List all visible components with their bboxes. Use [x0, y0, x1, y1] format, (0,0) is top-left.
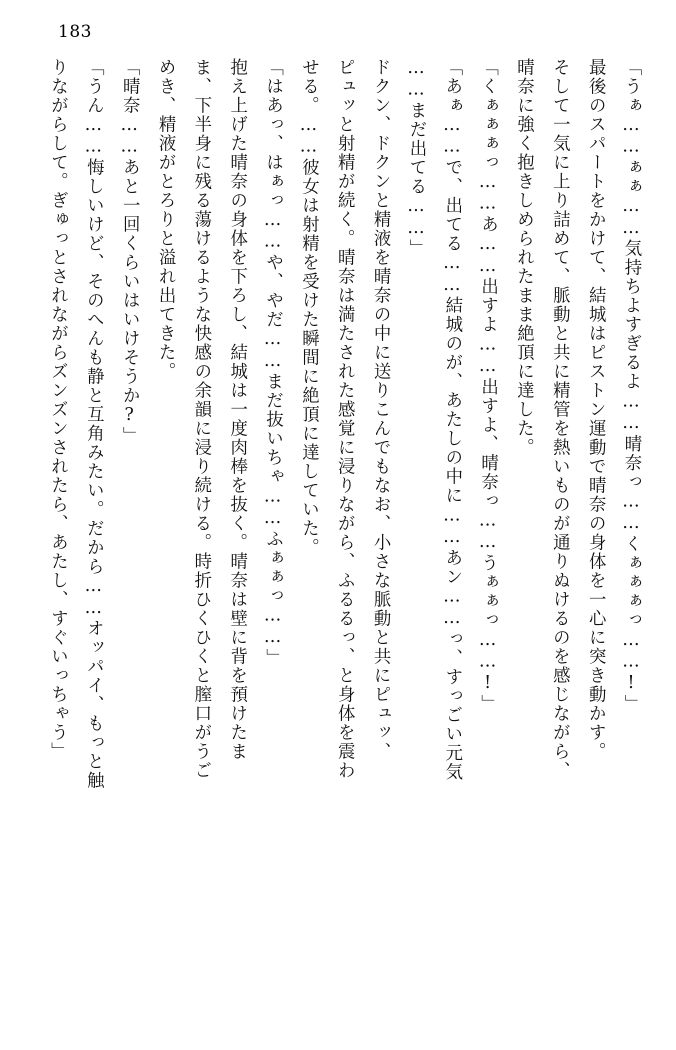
text-line: 「晴奈……あと一回くらいはいけそうか?」	[119, 58, 140, 446]
text-line: せる。……彼女は射精を受けた瞬間に絶頂に達していた。	[298, 58, 319, 558]
text-line: 「うん……悔しいけど、そのへんも静と互角みたい。だから……オッパイ、もっと触	[83, 58, 104, 791]
page-body-text	[28, 58, 648, 1008]
text-line: 晴奈に強く抱きしめられたまま絶頂に達した。	[513, 58, 534, 457]
page-number: 183	[58, 22, 92, 42]
text-line: そして一気に上り詰めて、脈動と共に精管を熱いものが通りぬけるのを感じながら、	[549, 58, 570, 780]
text-line: 「うぁ……ぁぁ……気持ちよすぎるよ……晴奈っ……くぁぁぁっ……!」	[621, 58, 641, 714]
text-line: ……まだ出てる……」	[405, 58, 426, 259]
text-line: 「はあっ、はぁっ……や、やだ……まだ抜いちゃ……ふぁぁっ……」	[262, 58, 283, 668]
text-line: ドクン、ドクンと精液を晴奈の中に送りこんでもなお、小さな脈動と共にピュッ、	[370, 58, 391, 761]
text-line: ピュッと射精が続く。晴奈は満たされた感覚に浸りながら、ふるるっ、と身体を震わ	[334, 58, 355, 780]
text-line: 抱え上げた晴奈の身体を下ろし、結城は一度肉棒を抜く。晴奈は壁に背を預けたま	[226, 58, 247, 761]
text-line: ま、下半身に残る蕩けるような快感の余韻に浸り続ける。時折ひくひくと膣口がうご	[190, 58, 211, 780]
text-line: りながらして。ぎゅっとされながらズンズンされたら、あたし、すぐいっちゃう」	[47, 58, 68, 761]
text-line: 最後のスパートをかけて、結城はピストン運動で晴奈の身体を一心に突き動かす。	[585, 58, 606, 761]
text-line: 「あぁ……で、出てる……結城のが、あたしの中に……あン……っ、すっごい元気	[441, 58, 462, 782]
text-line: めき、精液がとろりと溢れ出てきた。	[155, 58, 176, 381]
text-line: 「くぁぁぁっ……あ……出すよ……出すよ、晴奈っ……うぁぁっ……!」	[477, 58, 498, 714]
